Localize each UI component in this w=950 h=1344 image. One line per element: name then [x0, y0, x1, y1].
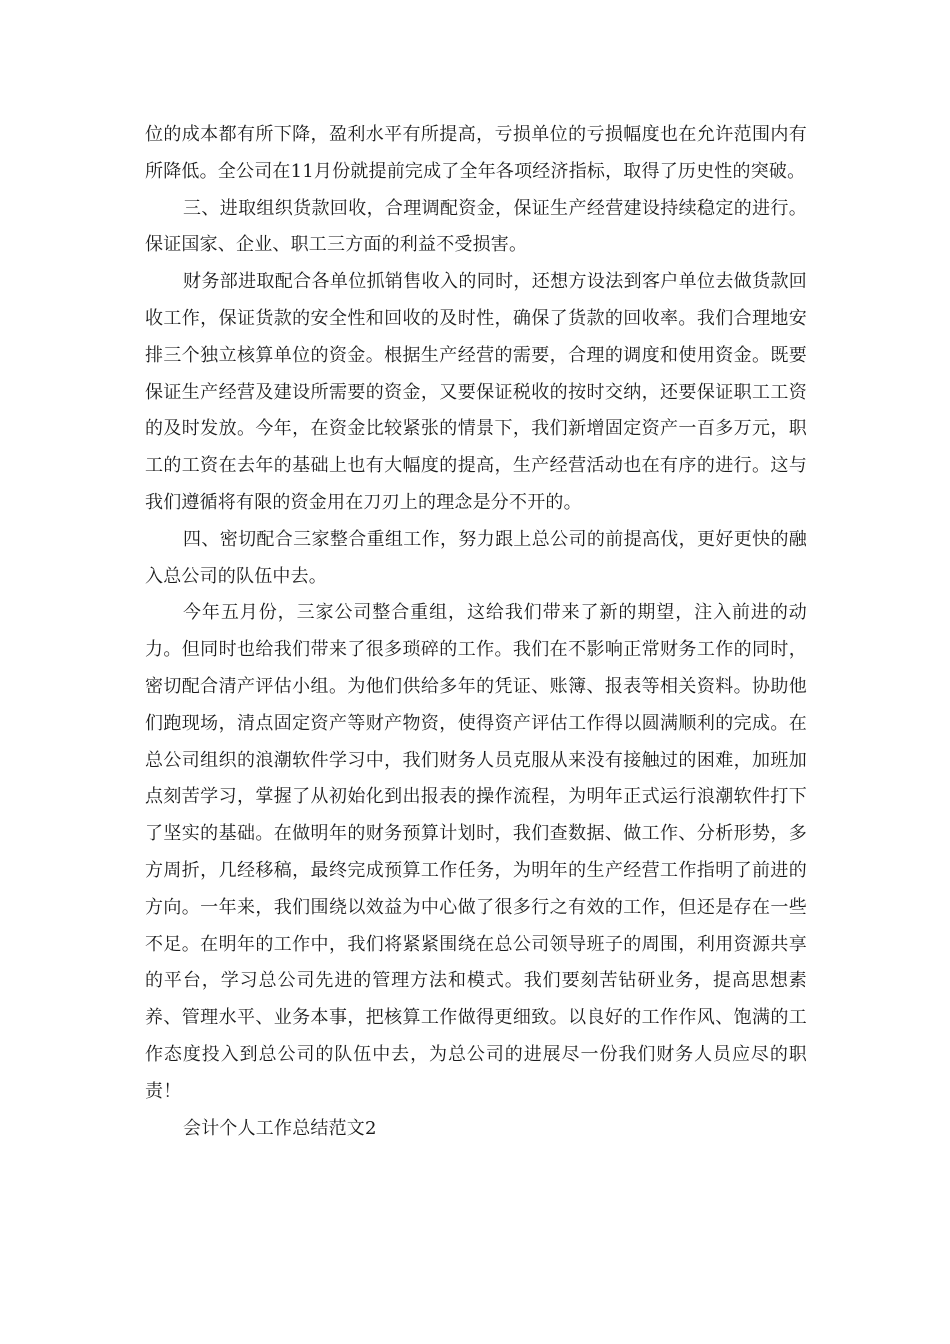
document-body — [145, 117, 807, 1147]
paragraph-continuation: 位的成本都有所下降，盈利水平有所提高，亏损单位的亏损幅度也在允许范围内有所降低。全公司在11月份就提前完成了全年各项经济指标，取得了历史性的突破。 — [145, 124, 807, 182]
paragraph-next-title: 会计个人工作总结范文2 — [183, 1117, 377, 1139]
paragraph-section-three-heading: 三、进取组织货款回收，合理调配资金，保证生产经营建设持续稳定的进行。保证国家、企业、职工三方面的利益不受损害。 — [145, 197, 807, 256]
paragraph-fund-collection: 财务部进取配合各单位抓销售收入的同时，还想方设法到客户单位去做货款回收工作，保证货款的安全性和回收的及时性，确保了货款的回收率。我们合理地安排三个独立核算单位的资金。根据生产经营的需要，合理的调度和使用资金。既要保证生产经营及建设所需要的资金，又要保证税收的按时交纳，还要保证职工工资的及时发放。今年，在资金比较紧张的情景下，我们新增固定资产一百多万元，职工的工资在去年的基础上也有大幅度的提高，生产经营活动也在有序的进行。这与我们遵循将有限的资金用在刀刃上的理念是分不开的。 — [145, 271, 807, 513]
paragraph-section-four-heading: 四、密切配合三家整合重组工作，努力跟上总公司的前提高伐，更好更快的融入总公司的队伍中去。 — [145, 528, 807, 587]
paragraph-restructuring: 今年五月份，三家公司整合重组，这给我们带来了新的期望，注入前进的动力。但同时也给我们带来了很多琐碎的工作。我们在不影响正常财务工作的同时，密切配合清产评估小组。为他们供给多年的凭证、账簿、报表等相关资料。协助他们跑现场，清点固定资产等财产物资，使得资产评估工作得以圆满顺利的完成。在总公司组织的浪潮软件学习中，我们财务人员克服从来没有接触过的困难，加班加点刻苦学习，掌握了从初始化到出报表的操作流程，为明年正式运行浪潮软件打下了坚实的基础。在做明年的财务预算计划时，我们查数据、做工作、分析形势，多方周折，几经移稿，最终完成预算工作任务，为明年的生产经营工作指明了前进的方向。一年来，我们围绕以效益为中心做了很多行之有效的工作，但还是存在一些不足。在明年的工作中，我们将紧紧围绕在总公司领导班子的周围，利用资源共享的平台，学习总公司先进的管理方法和模式。我们要刻苦钻研业务，提高思想素养、管理水平、业务本事，把核算工作做得更细致。以良好的工作作风、饱满的工作态度投入到总公司的队伍中去，为总公司的进展尽一份我们财务人员应尽的职责！ — [145, 602, 807, 1102]
